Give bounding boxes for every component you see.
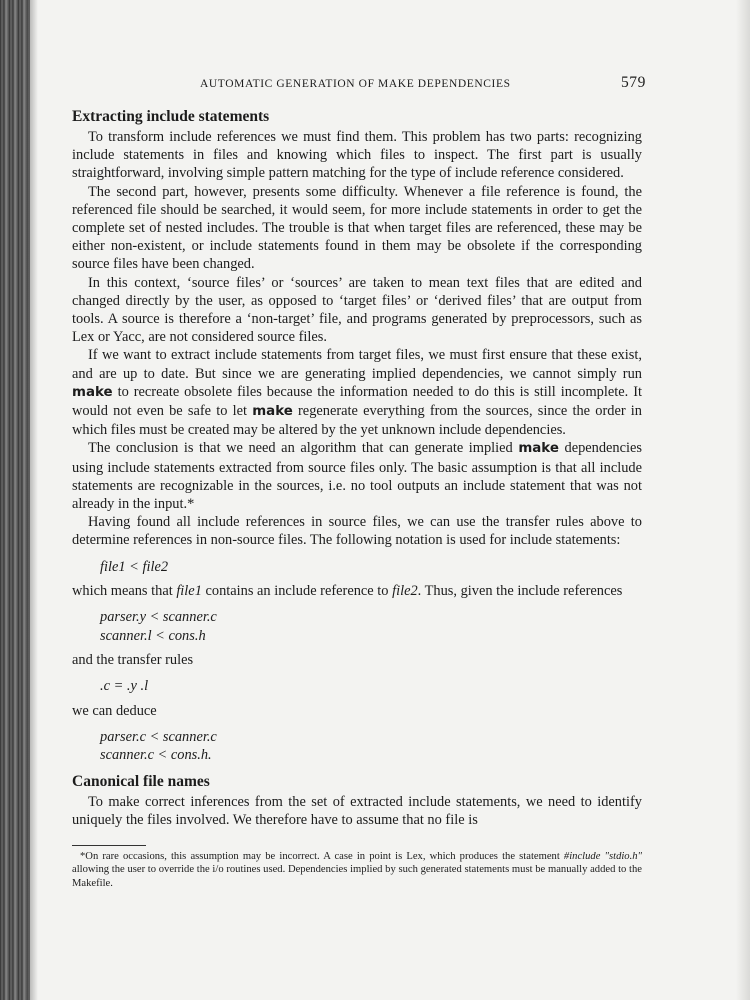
deduced-line: scanner.c < cons.h. <box>100 747 212 764</box>
make-command: make <box>252 404 293 420</box>
scanner-edge-shadow <box>0 0 30 1000</box>
make-command: make <box>72 384 113 400</box>
deduce-intro: we can deduce <box>72 702 157 719</box>
section-heading-canonical: Canonical file names <box>72 772 210 790</box>
make-command: make <box>518 441 559 457</box>
paragraph-6: Having found all include references in source files, we can use the transfer rules above to determine references in non-source files. The following notation is used for include statements: <box>72 514 642 549</box>
reference-line: parser.y < scanner.c <box>100 609 217 626</box>
which-means-line: which means that file1 contains an include reference to file2. Thus, given the include references <box>72 583 623 600</box>
footnote-divider <box>72 845 146 846</box>
running-header <box>72 72 646 96</box>
running-title: AUTOMATIC GENERATION OF MAKE DEPENDENCIES <box>200 78 511 90</box>
page-number: 579 <box>620 74 646 91</box>
section-heading-extracting: Extracting include statements <box>72 108 270 125</box>
transfer-rule <box>100 677 642 695</box>
deduced-references <box>100 728 642 765</box>
book-page <box>72 72 646 890</box>
reference-line: scanner.l < cons.h <box>100 627 206 644</box>
notation-formula <box>100 558 642 576</box>
paragraph-4: If we want to extract include statements from target files, we must first ensure that these exist, and are up to date. But since we are generating implied dependencies, we cannot simply run make to recreate obsolete files because the information needed to do this is still incomplete. It would not even be safe to let make regenerate everything from the sources, since the order in which files must be created may be altered by the yet unknown include dependencies. <box>72 347 643 439</box>
page-edge-shading <box>736 0 750 1000</box>
paragraph-5: The conclusion is that we need an algorithm that can generate implied make dependencies using include statements extracted from source files only. The basic assumption is that all include statements are recognizable in the sources, i.e. no tool outputs an include statement that was not already in the input.* <box>72 440 643 513</box>
footnote-code: #include "stdio.h" <box>563 851 642 863</box>
rule-line: .c = .y .l <box>100 678 149 695</box>
notation-line: file1 < file2 <box>100 558 169 575</box>
footnote: *On rare occasions, this assumption may be incorrect. A case in point is Lex, which produces the statement #include "stdio.h" allowing the user to override the i/o routines used. Dependencies implied by such generated statements must be manually added to the Makefile. <box>72 851 642 889</box>
paragraph-2: The second part, however, presents some difficulty. Whenever a file reference is found, the referenced file should be searched, it would seem, for more include statements in order to get the complete set of nested includes. The trouble is that when target files are referenced, these may be either non-existent, or include statements found in them may be obsolete if the corresponding source files have been changed. <box>72 183 642 273</box>
paragraph-3: In this context, ‘source files’ or ‘sources’ are taken to mean text files that are edited and changed directly by the user, as opposed to ‘target files’ or ‘derived files’ that are output from tools. A source is therefore a ‘non-target’ file, and programs generated by preprocessors, such as Lex or Yacc, are not considered source files. <box>72 274 642 346</box>
include-references <box>100 608 642 645</box>
transfer-rules-intro: and the transfer rules <box>72 652 194 669</box>
paragraph-1: To transform include references we must find them. This problem has two parts: recognizing include statements in files and knowing which files to inspect. The first part is usually straightforward, involving simple pattern matching for the type of include reference considered. <box>72 129 642 182</box>
paragraph-canonical-1: To make correct inferences from the set of extracted include statements, we need to identify uniquely the files involved. We therefore have to assume that no file is <box>72 793 642 828</box>
deduced-line: parser.c < scanner.c <box>100 728 217 745</box>
